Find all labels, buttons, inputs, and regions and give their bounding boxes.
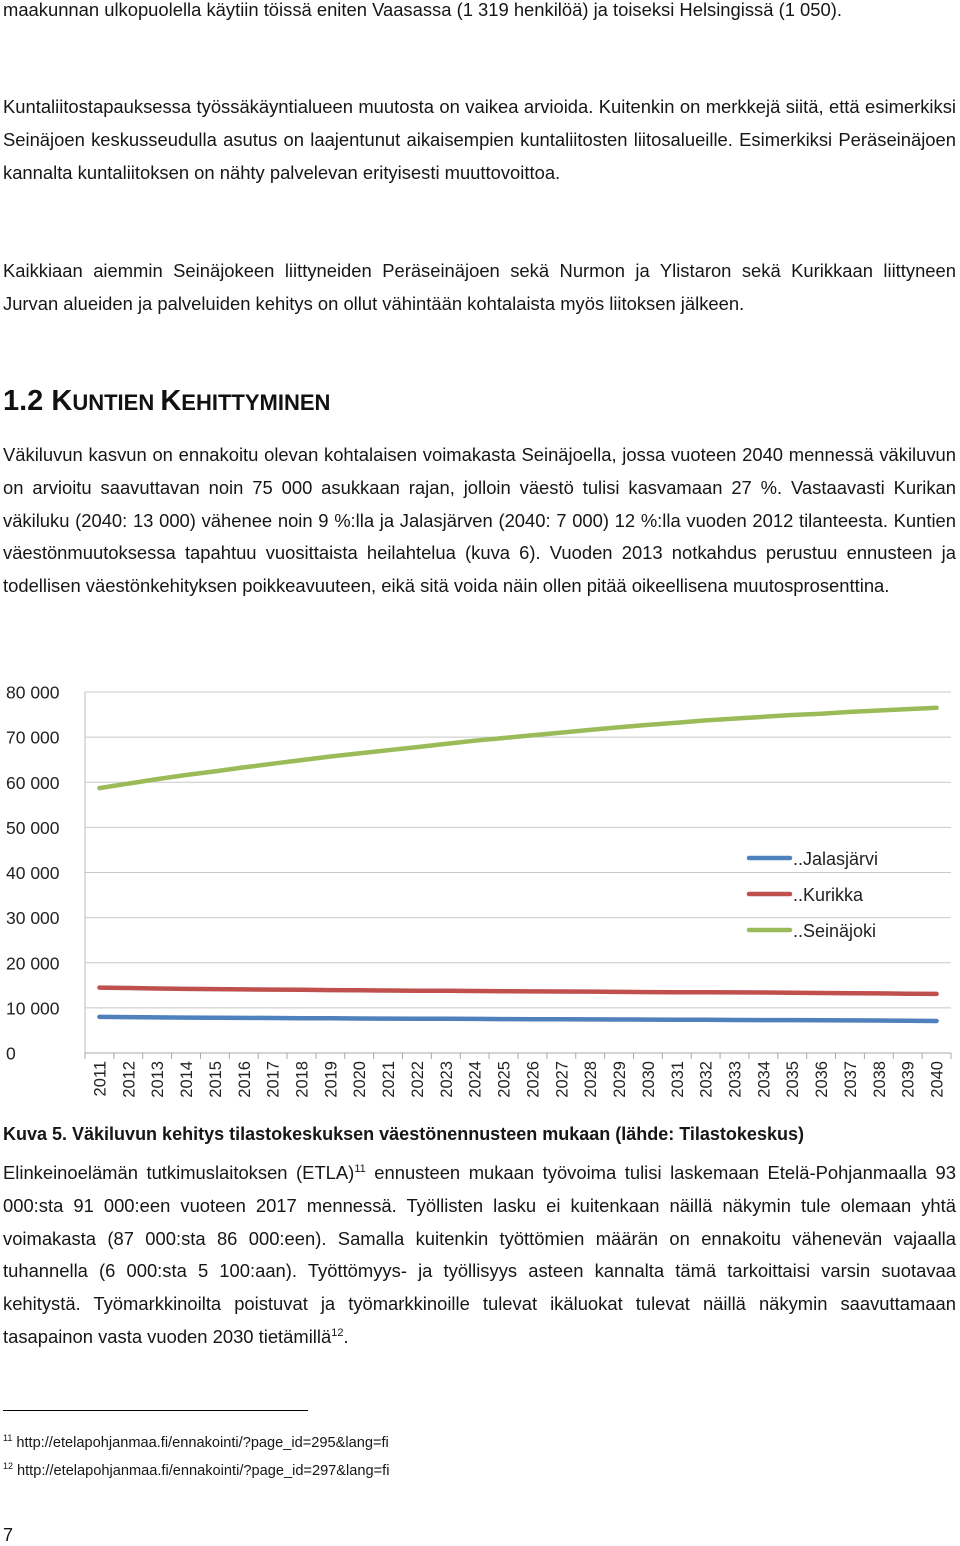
footnote-number: 12: [3, 1461, 14, 1471]
y-tick-label: 10 000: [6, 998, 60, 1019]
heading-cap-2: K: [160, 385, 182, 417]
x-tick-label: 2036: [813, 1061, 832, 1098]
x-tick-label: 2033: [726, 1061, 745, 1098]
footnote-11: [3, 1428, 389, 1453]
x-tick-label: 2019: [322, 1061, 341, 1098]
paragraph-municipal-merger: Kuntaliitostapauksessa työssäkäyntialueen muutosta on vaikea arvioida. Kuitenkin on merkkejä siitä, että esimerkiksi Seinäjoen keskusseudulla asutus on laajentunut aikaisempien kuntaliitosten liitosalueille. Esimerkiksi Peräseinäjoen kannalta kuntaliitoksen on nähty palvelevan erityisesti muuttovoittoa.: [3, 96, 956, 183]
y-tick-label: 50 000: [6, 817, 60, 838]
page-number: 7: [3, 1525, 14, 1545]
x-tick-label: 2029: [611, 1061, 630, 1098]
x-tick-label: 2016: [235, 1061, 254, 1098]
x-tick-label: 2035: [784, 1061, 803, 1098]
series-line: [99, 988, 936, 994]
x-tick-label: 2024: [466, 1061, 485, 1098]
x-tick-label: 2039: [899, 1061, 918, 1098]
x-tick-label: 2025: [495, 1061, 514, 1098]
x-tick-label: 2027: [553, 1061, 572, 1098]
x-tick-label: 2014: [178, 1061, 197, 1098]
section-heading: [3, 379, 330, 425]
y-tick-label: 40 000: [6, 863, 60, 883]
legend-label: ..Seinäjoki: [793, 921, 877, 941]
x-tick-label: 2015: [206, 1061, 225, 1098]
x-tick-label: 2013: [149, 1061, 168, 1098]
x-tick-label: 2018: [293, 1061, 312, 1098]
footnote-divider: [3, 1410, 308, 1411]
x-tick-label: 2032: [697, 1061, 716, 1098]
y-tick-label: 70 000: [6, 727, 60, 748]
footnote-12: [3, 1456, 389, 1481]
x-tick-label: 2038: [870, 1061, 889, 1098]
legend-label: ..Jalasjärvi: [793, 849, 879, 869]
y-tick-label: 20 000: [6, 953, 60, 974]
x-tick-label: 2034: [755, 1061, 774, 1098]
x-tick-label: 2020: [351, 1061, 370, 1098]
x-tick-label: 2040: [928, 1061, 947, 1098]
footnote-ref-11[interactable]: 11: [354, 1162, 366, 1175]
workforce-text-end: .: [343, 1325, 349, 1347]
paragraph-workforce: [3, 1157, 956, 1354]
paragraph-merged-areas: Kaikkiaan aiemmin Seinäjokeen liittyneiden Peräseinäjoen sekä Nurmon ja Ylistaron sekä Kurikkaan liittyneen Jurvan alueiden ja palveluiden kehitys on ollut vähintään kohtalaista myös liitoksen jälkeen.: [3, 260, 956, 314]
footnote-number: 11: [3, 1433, 13, 1443]
x-tick-label: 2012: [120, 1061, 139, 1098]
heading-rest-1: UNTIEN: [72, 390, 161, 415]
x-tick-label: 2026: [524, 1061, 543, 1098]
legend-label: ..Kurikka: [793, 885, 864, 905]
x-tick-label: 2017: [264, 1061, 283, 1098]
x-tick-label: 2028: [582, 1061, 601, 1098]
y-tick-label: 80 000: [6, 682, 60, 703]
series-line: [99, 708, 936, 788]
x-tick-label: 2030: [639, 1061, 658, 1098]
paragraph-commuting-outside: maakunnan ulkopuolella käytiin töissä eniten Vaasassa (1 319 henkilöä) ja toiseksi Helsingissä (1 050).: [3, 0, 842, 20]
footnote-ref-12[interactable]: 12: [331, 1326, 344, 1339]
x-tick-label: 2023: [437, 1061, 456, 1098]
workforce-text-a: Elinkeinoelämän tutkimuslaitoksen (ETLA): [3, 1162, 355, 1183]
section-number: 1.2: [3, 385, 52, 417]
footnote-link[interactable]: http://etelapohjanmaa.fi/ennakointi/?page_id=297&lang=fi: [17, 1462, 390, 1479]
chart-svg: [0, 670, 960, 1115]
x-tick-label: 2021: [380, 1061, 399, 1098]
x-tick-label: 2037: [841, 1061, 860, 1098]
y-tick-label: 0: [6, 1043, 16, 1064]
y-tick-label: 60 000: [6, 772, 60, 793]
y-tick-label: 30 000: [6, 908, 60, 929]
x-tick-label: 2031: [668, 1061, 687, 1098]
x-tick-label: 2022: [408, 1061, 427, 1098]
series-line: [99, 1017, 936, 1021]
paragraph-population-forecast: Väkiluvun kasvun on ennakoitu olevan kohtalaisen voimakasta Seinäjoella, jossa vuoteen 2040 mennessä väkiluvun on arvioitu saavuttavan noin 75 000 asukkaan rajan, jolloin väestö tulisi kasvamaan 27 %. Vastaavasti Kurikan väkiluku (2040: 13 000) vähenee noin 9 %:lla ja Jalasjärven (2040: 7 000) 12 %:lla vuoden 2012 tilanteesta. Kuntien väestönmuutoksessa tapahtuu vuosittaista heilahtelua (kuva 6). Vuoden 2013 notkahdus perustuu ennusteen ja todellisen väestönkehityksen poikkeavuuteen, eikä sitä voida näin ollen pitää oikeellisena muutosprosenttina.: [3, 444, 956, 597]
workforce-text-b: ennusteen mukaan työvoima tulisi laskemaan Etelä-Pohjanmaalla 93 000:sta 91 000:een vuoteen 2017 mennessä. Työllisten lasku ei kuitenkaan näillä näkymin tule olemaan yhtä voimakasta (87 000:sta 86 000:een). Samalla kuitenkin työttömien määrän on ennakoitu vähenevän vajaalla tuhannella (6 000:sta 5 100:aan). Työttömyys- ja työllisyys asteen kannalta tämä tarkoittaisi varsin suotavaa kehitystä. Työmarkkinoilta poistuvat ja työmarkkinoille tulevat ikäluokat tulevat näillä näkymin saavuttamaan tasapainon vasta vuoden 2030 tietämillä: [3, 1162, 956, 1347]
population-line-chart: [0, 670, 960, 1115]
figure-caption: Kuva 5. Väkiluvun kehitys tilastokeskuksen väestönennusteen mukaan (lähde: Tilastokeskus): [3, 1124, 804, 1144]
footnote-link[interactable]: http://etelapohjanmaa.fi/ennakointi/?page_id=295&lang=fi: [16, 1434, 389, 1451]
heading-rest-2: EHITTYMINEN: [181, 390, 331, 415]
heading-cap-1: K: [51, 385, 73, 417]
x-tick-label: 2011: [91, 1061, 110, 1097]
